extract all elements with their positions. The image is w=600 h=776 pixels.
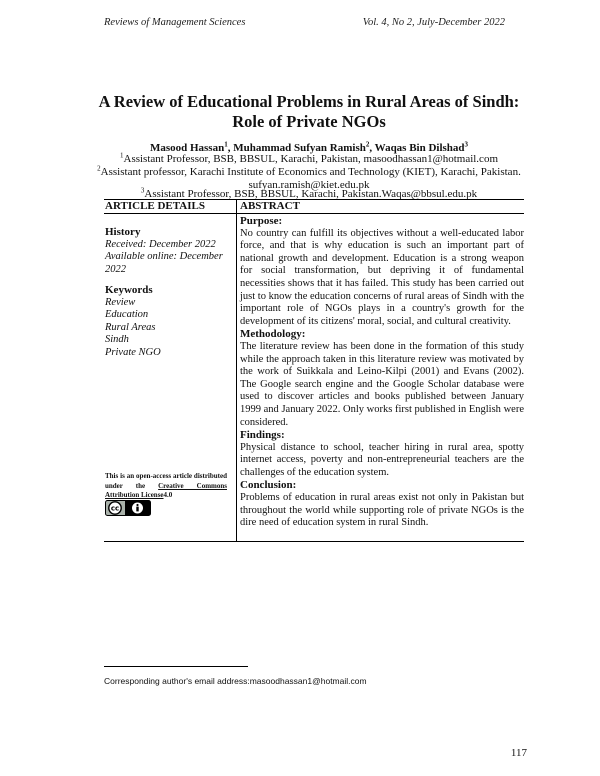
- cc-by-icon[interactable]: [105, 500, 151, 516]
- footnote-rule: [104, 666, 248, 667]
- methodology-text: The literature review has been done in the formation of this study while the approach taken in this literature review was motivated by the work of Suikkala and Leino-Kilpi (2001) and Evans (2002). The Google search engine and the Google Scholar database were used to discover articles and books published between January 1999 and January 2022. Only works first published in English were considered.: [240, 340, 524, 428]
- history-block: [105, 226, 230, 276]
- author-affiliation-mark: 3: [464, 140, 469, 149]
- license-notice: [105, 472, 227, 501]
- author-affiliation-mark: 2: [365, 140, 370, 149]
- affiliation-email: sufyan.ramish@kiet.edu.pk: [248, 179, 370, 191]
- author-name: Masood Hassan: [149, 142, 225, 154]
- keyword-item: Rural Areas: [105, 321, 156, 333]
- svg-text:cc: cc: [110, 504, 120, 513]
- affiliation-mark: 2: [97, 164, 101, 173]
- author-separator: ,: [227, 142, 234, 154]
- abstract-heading: ABSTRACT: [240, 200, 300, 212]
- history-label: History: [105, 226, 141, 238]
- keywords-label: Keywords: [105, 284, 153, 296]
- affiliation-text: Assistant Professor, BSB, BBSUL, Karachi, Pakistan, masoodhassan1@hotmail.com: [123, 153, 498, 165]
- affiliation-text: Assistant professor, Karachi Institute of Economics and Technology (KIET), Karachi, Pakistan.: [100, 166, 521, 178]
- article-details-heading: ARTICLE DETAILS: [105, 200, 205, 212]
- paper-title-line1: A Review of Educational Problems in Rural Areas of Sindh:: [98, 92, 520, 111]
- license-version: 4.0: [163, 491, 173, 499]
- affiliation-mark: 3: [140, 186, 145, 195]
- available-date-line1: Available online: December: [105, 251, 223, 262]
- running-header-journal: Reviews of Management Sciences: [104, 17, 246, 28]
- available-date-line2: 2022: [105, 263, 126, 275]
- methodology-label: Methodology:: [240, 328, 306, 341]
- author-affiliation-mark: 1: [224, 140, 228, 149]
- affiliation-mark: 1: [120, 151, 124, 160]
- findings-text: Physical distance to school, teacher hiring in rural area, spotty internet access, poverty and non-entrepreneurial teachers are the challenges of the education system.: [240, 441, 524, 478]
- heading-rule: [104, 213, 524, 214]
- abstract-body: [240, 215, 524, 530]
- conclusion-text: Problems of education in rural areas exist not only in Pakistan but throughout the world while supporting role of private NGOs is the dire need of education system in rural Sindh.: [240, 492, 524, 529]
- keyword-item: Private NGO: [105, 346, 161, 358]
- keyword-item: Sindh: [105, 334, 129, 345]
- affiliation-text: Assistant Professor, BSB, BBSUL, Karachi, Pakistan.Waqas@bbsul.edu.pk: [144, 188, 478, 200]
- bottom-rule: [104, 541, 524, 542]
- paper-title: [80, 92, 538, 132]
- author-name: Waqas Bin Dilshad: [374, 142, 465, 154]
- column-divider: [236, 200, 237, 541]
- author-name: Muhammad Sufyan Ramish: [233, 142, 366, 154]
- running-header-volume: Vol. 4, No 2, July-December 2022: [362, 17, 505, 28]
- affiliation-1: [70, 153, 548, 166]
- corresponding-author-footnote: Corresponding author's email address:masoodhassan1@hotmail.com: [104, 676, 367, 686]
- purpose-text: No country can fulfill its objectives without a well-educated labor force, and that is why education is such an important part of national growth and development. Education is a strong weapon for social transformation, but depriving it of fundamental necessities shows that it has failed. This study has been carried out just to know the education concerns of rural areas of Sindh with the important role of NGOs plays in a country's growth for the development of its citizens' moral, social, and cultural creativity.: [240, 227, 525, 327]
- keyword-item: Review: [105, 296, 136, 308]
- license-link[interactable]: Creative Commons Attribution License: [105, 481, 227, 499]
- keyword-item: Education: [105, 309, 149, 320]
- keywords-block: [105, 284, 230, 359]
- license-text: This is an open-access article distributed under the: [105, 472, 227, 490]
- purpose-label: Purpose:: [240, 215, 283, 227]
- paper-title-line2: Role of Private NGOs: [232, 112, 386, 131]
- conclusion-label: Conclusion:: [240, 479, 297, 492]
- page-number: 117: [510, 747, 527, 759]
- findings-label: Findings:: [240, 429, 285, 442]
- author-separator: ,: [369, 142, 375, 154]
- received-date: Received: December 2022: [105, 238, 216, 250]
